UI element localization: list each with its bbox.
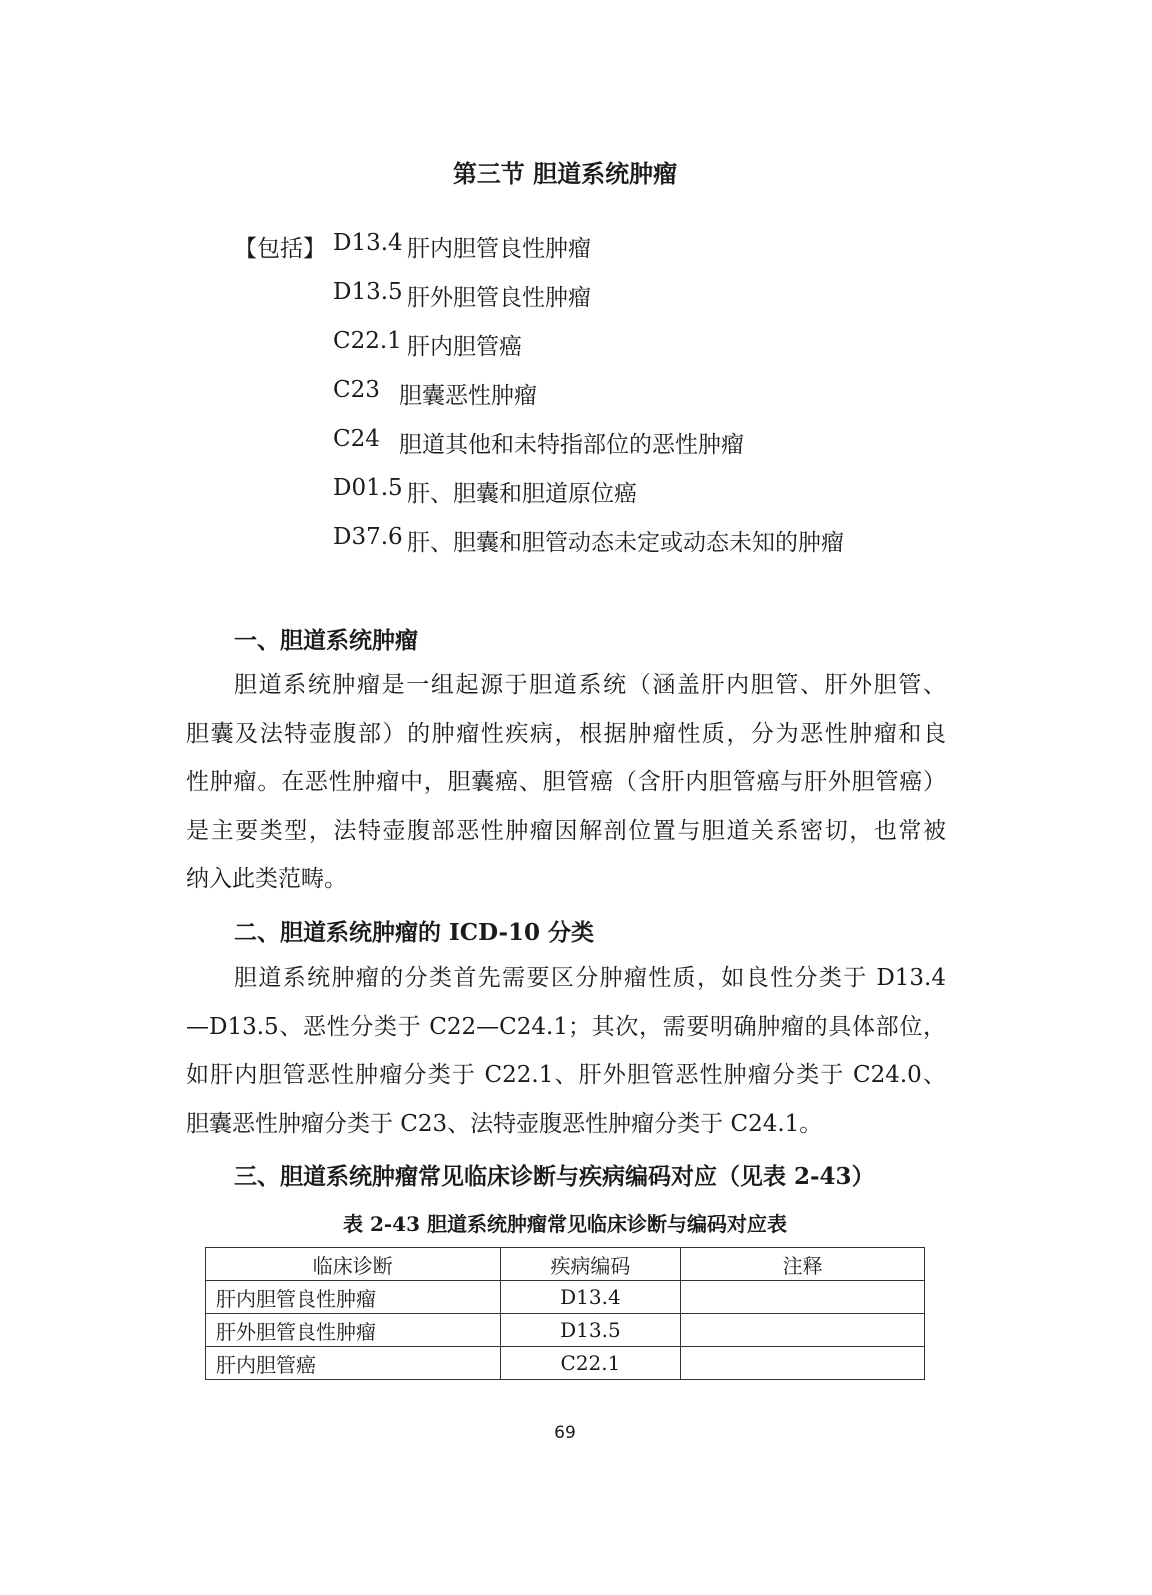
cell-diagnosis: 肝内胆管癌: [206, 1347, 501, 1380]
paragraph-line: 纳入此类范畴。: [186, 866, 347, 893]
table-row: [206, 1281, 925, 1314]
section-heading-2: 二、胆道系统肿瘤的 ICD-10 分类: [234, 919, 595, 946]
include-name: 肝内胆管癌: [407, 334, 522, 360]
header-clinical-diagnosis: 临床诊断: [206, 1248, 501, 1281]
cell-diagnosis: 肝内胆管良性肿瘤: [206, 1281, 501, 1314]
cell-diagnosis: 肝外胆管良性肿瘤: [206, 1314, 501, 1347]
include-code: D01.5: [333, 475, 403, 501]
section-paragraph-2: [186, 954, 946, 1148]
section-paragraph-1: [186, 661, 946, 904]
cell-code: C22.1: [500, 1347, 681, 1380]
section-heading-1: 一、胆道系统肿瘤: [234, 627, 418, 654]
paragraph-line: 如肝内胆管恶性肿瘤分类于 C22.1、肝外胆管恶性肿瘤分类于 C24.0、: [186, 1062, 946, 1089]
paragraph-line: 性肿瘤。在恶性肿瘤中，胆囊癌、胆管癌（含肝内胆管癌与肝外胆管癌）: [186, 769, 946, 796]
cell-code: D13.4: [500, 1281, 681, 1314]
include-name: 肝外胆管良性肿瘤: [407, 285, 591, 311]
include-code: C23: [333, 377, 380, 403]
paragraph-line: 胆道系统肿瘤的分类首先需要区分肿瘤性质，如良性分类于 D13.4: [234, 965, 946, 991]
paragraph-line: 胆道系统肿瘤是一组起源于胆道系统（涵盖肝内胆管、肝外胆管、: [234, 672, 946, 698]
table-row: [206, 1347, 925, 1380]
include-code: D13.5: [333, 279, 403, 305]
include-name: 肝、胆囊和胆管动态未定或动态未知的肿瘤: [407, 530, 844, 556]
paragraph-line: —D13.5、恶性分类于 C22—C24.1；其次，需要明确肿瘤的具体部位，: [186, 1013, 946, 1040]
table-row: [206, 1314, 925, 1347]
paragraph-line: 是主要类型，法特壶腹部恶性肿瘤因解剖位置与胆道关系密切，也常被: [186, 817, 946, 844]
includes-label: 【包括】: [234, 236, 326, 262]
include-code: D13.4: [333, 230, 403, 256]
cell-note: [681, 1281, 925, 1314]
include-name: 胆道其他和未特指部位的恶性肿瘤: [399, 432, 744, 458]
table-header-row: [206, 1248, 925, 1281]
header-notes: 注释: [681, 1248, 925, 1281]
include-code: C24: [333, 426, 380, 452]
include-name: 肝内胆管良性肿瘤: [407, 236, 591, 262]
paragraph-line: 胆囊恶性肿瘤分类于 C23、法特壶腹恶性肿瘤分类于 C24.1。: [186, 1110, 823, 1137]
diagnosis-code-table: [205, 1247, 925, 1380]
paragraph-line: 胆囊及法特壶腹部）的肿瘤性疾病，根据肿瘤性质，分为恶性肿瘤和良: [186, 720, 946, 747]
section-heading-3: 三、胆道系统肿瘤常见临床诊断与疾病编码对应（见表 2-43）: [234, 1163, 875, 1190]
include-name: 肝、胆囊和胆道原位癌: [407, 481, 637, 507]
include-code: C22.1: [333, 328, 402, 354]
section-title: 第三节 胆道系统肿瘤: [452, 159, 678, 188]
page-number: 69: [554, 1423, 576, 1443]
include-code: D37.6: [333, 524, 403, 550]
cell-note: [681, 1314, 925, 1347]
cell-note: [681, 1347, 925, 1380]
table-caption: 表 2-43 胆道系统肿瘤常见临床诊断与编码对应表: [343, 1212, 787, 1236]
cell-code: D13.5: [500, 1314, 681, 1347]
header-disease-code: 疾病编码: [500, 1248, 681, 1281]
include-name: 胆囊恶性肿瘤: [399, 383, 537, 409]
